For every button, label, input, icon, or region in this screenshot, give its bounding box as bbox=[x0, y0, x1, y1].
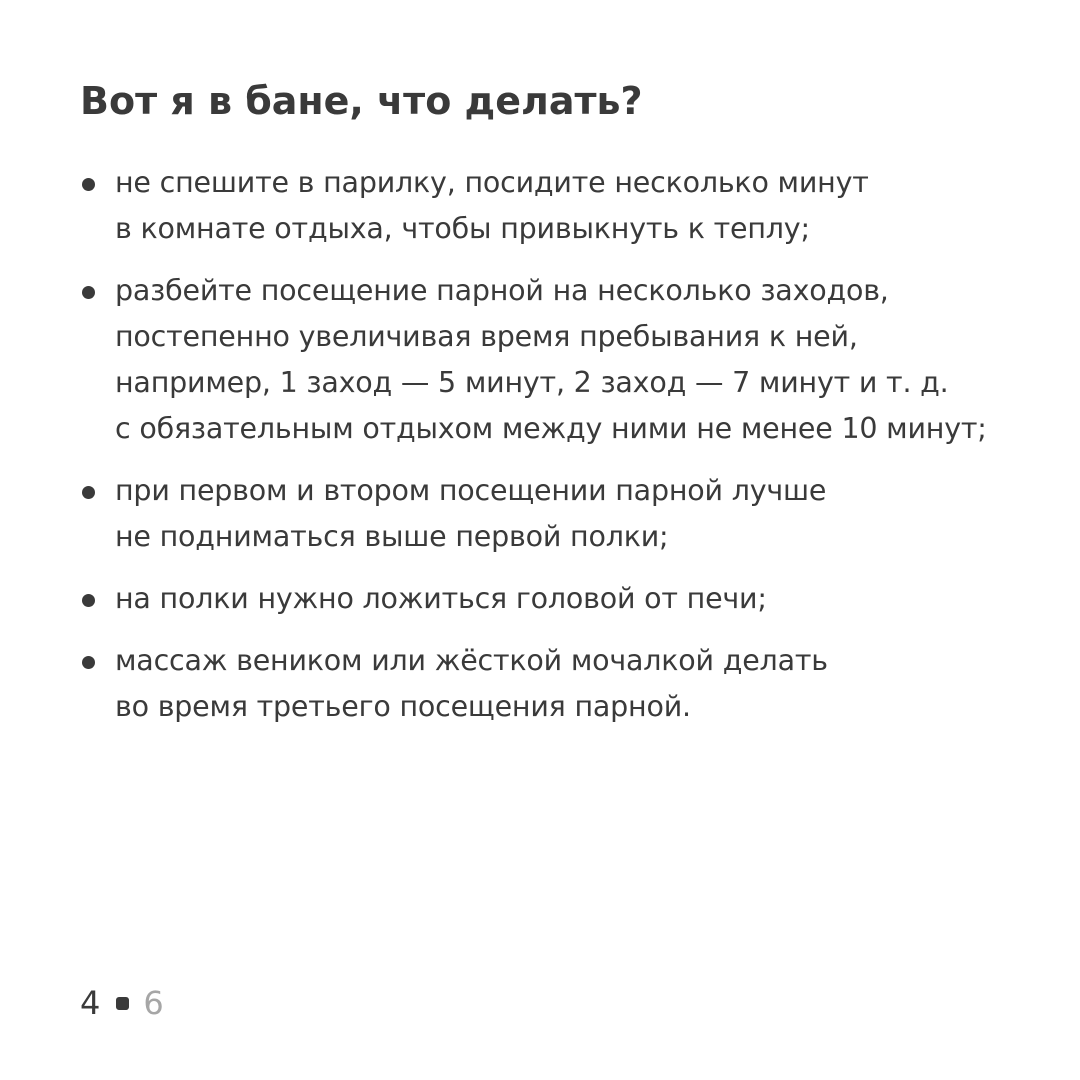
list-item bbox=[80, 576, 1070, 622]
list-item-line: массаж веником или жёсткой мочалкой делать bbox=[115, 644, 828, 677]
bullet-icon bbox=[82, 486, 95, 499]
list-item-line: при первом и втором посещении парной лучше bbox=[115, 474, 827, 507]
list-item-line: разбейте посещение парной на несколько заходов, bbox=[115, 274, 889, 307]
list-item bbox=[80, 638, 1070, 730]
tips-list bbox=[80, 160, 1070, 746]
list-item bbox=[80, 268, 1070, 452]
list-item bbox=[80, 160, 1070, 252]
bullet-icon bbox=[82, 178, 95, 191]
page-indicator bbox=[80, 980, 164, 1026]
list-item-line: во время третьего посещения парной. bbox=[115, 690, 691, 723]
current-page-number: 4 bbox=[80, 984, 101, 1022]
list-item-line: с обязательным отдыхом между ними не менее 10 минут; bbox=[115, 412, 987, 445]
page-title: Вот я в бане, что делать? bbox=[80, 79, 643, 123]
bullet-icon bbox=[82, 286, 95, 299]
list-item-line: не подниматься выше первой полки; bbox=[115, 520, 669, 553]
list-item-line: постепенно увеличивая время пребывания к ней, bbox=[115, 320, 858, 353]
bullet-icon bbox=[82, 594, 95, 607]
separator-square-icon bbox=[116, 997, 129, 1010]
list-item-line: на полки нужно ложиться головой от печи; bbox=[115, 582, 767, 615]
list-item-line: не спешите в парилку, посидите несколько минут bbox=[115, 166, 869, 199]
bullet-icon bbox=[82, 656, 95, 669]
total-pages-number: 6 bbox=[143, 984, 164, 1022]
list-item-line: в комнате отдыха, чтобы привыкнуть к теплу; bbox=[115, 212, 810, 245]
list-item-line: например, 1 заход — 5 минут, 2 заход — 7 минут и т. д. bbox=[115, 366, 949, 399]
list-item bbox=[80, 468, 1070, 560]
